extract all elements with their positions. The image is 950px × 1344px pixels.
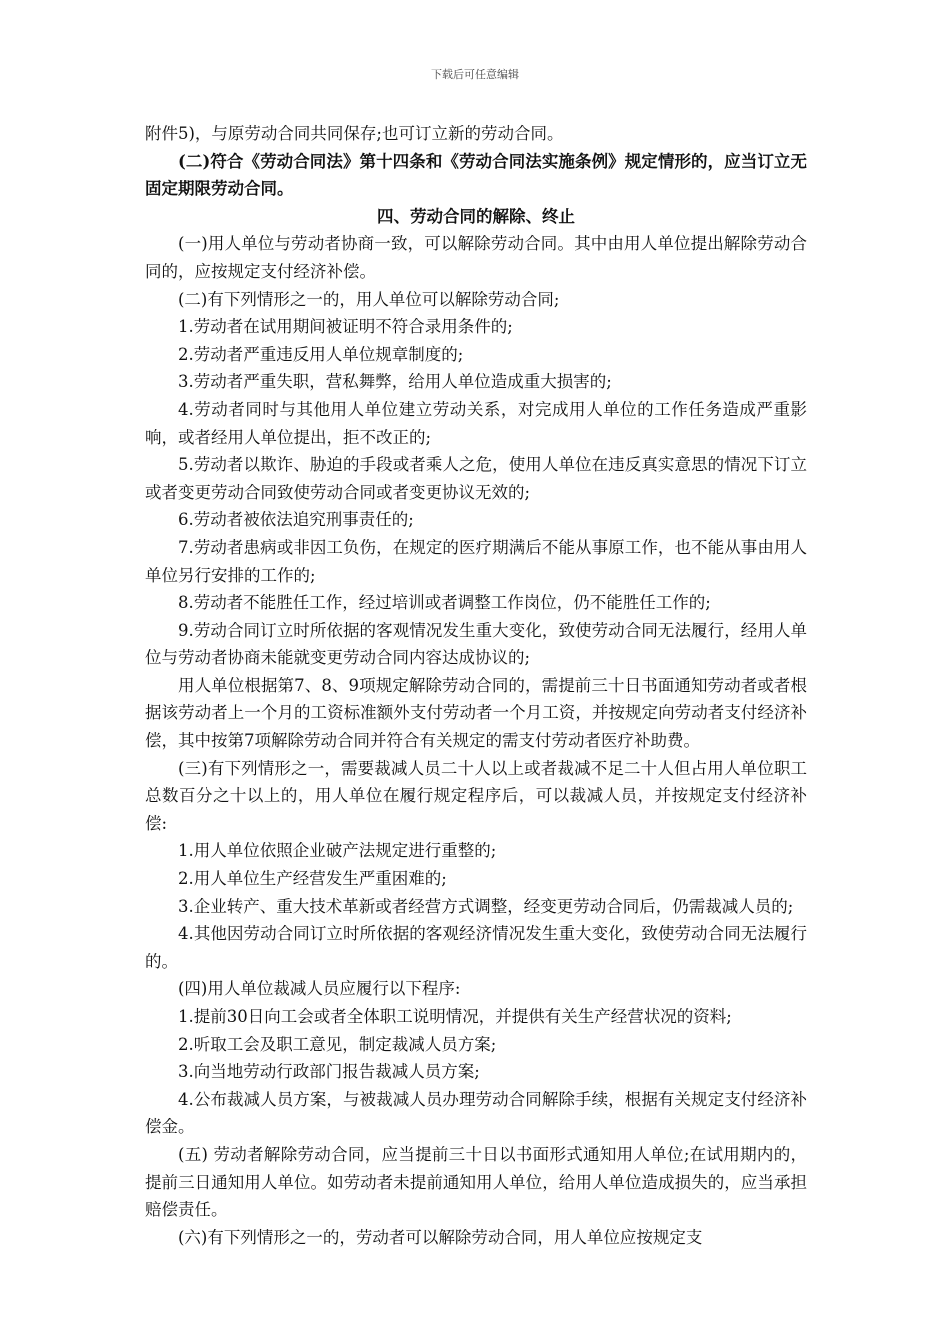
paragraph: (二)符合《劳动合同法》第十四条和《劳动合同法实施条例》规定情形的，应当订立无固定期限劳动合同。 (145, 151, 807, 199)
paragraph: 2.听取工会及职工意见，制定裁减人员方案; (178, 1034, 497, 1054)
paragraph: 4.劳动者同时与其他用人单位建立劳动关系，对完成用人单位的工作任务造成严重影响，或者经用人单位提出，拒不改正的; (145, 399, 807, 447)
paragraph: 7.劳动者患病或非因工负伤，在规定的医疗期满后不能从事原工作，也不能从事由用人单位另行安排的工作的; (145, 537, 807, 585)
paragraph: 9.劳动合同订立时所依据的客观情况发生重大变化，致使劳动合同无法履行，经用人单位与劳动者协商未能就变更劳动合同内容达成协议的; (145, 620, 807, 668)
paragraph: 6.劳动者被依法追究刑事责任的; (178, 510, 414, 530)
paragraph: 3.企业转产、重大技术革新或者经营方式调整，经变更劳动合同后，仍需裁减人员的; (178, 896, 794, 916)
paragraph: 2.用人单位生产经营发生严重困难的; (178, 869, 447, 889)
paragraph: (三)有下列情形之一，需要裁减人员二十人以上或者裁减不足二十人但占用人单位职工总数百分之十以上的，用人单位在履行规定程序后，可以裁减人员，并按规定支付经济补偿: (145, 758, 807, 833)
paragraph: 8.劳动者不能胜任工作，经过培训或者调整工作岗位，仍不能胜任工作的; (178, 593, 711, 613)
paragraph: (一)用人单位与劳动者协商一致，可以解除劳动合同。其中由用人单位提出解除劳动合同的，应按规定支付经济补偿。 (145, 234, 807, 281)
page-header: 下载后可任意编辑 (431, 68, 519, 81)
paragraph: 1.用人单位依照企业破产法规定进行重整的; (178, 841, 497, 861)
paragraph: (六)有下列情形之一的，劳动者可以解除劳动合同，用人单位应按规定支 (178, 1227, 703, 1247)
paragraph: 附件5)，与原劳动合同共同保存;也可订立新的劳动合同。 (145, 124, 564, 143)
paragraph: (二)有下列情形之一的，用人单位可以解除劳动合同; (178, 289, 560, 309)
document-body (145, 120, 807, 1251)
paragraph: 5.劳动者以欺诈、胁迫的手段或者乘人之危，使用人单位在违反真实意思的情况下订立或者变更劳动合同致使劳动合同或者变更协议无效的; (145, 455, 807, 502)
paragraph: 1.提前30日向工会或者全体职工说明情况，并提供有关生产经营状况的资料; (178, 1007, 732, 1026)
paragraph: (五) 劳动者解除劳动合同，应当提前三十日以书面形式通知用人单位;在试用期内的，提前三日通知用人单位。如劳动者未提前通知用人单位，给用人单位造成损失的，应当承担赔偿责任。 (145, 1144, 807, 1220)
paragraph: 2.劳动者严重违反用人单位规章制度的; (178, 344, 464, 364)
paragraph: 1.劳动者在试用期间被证明不符合录用条件的; (178, 317, 513, 337)
paragraph: (四)用人单位裁减人员应履行以下程序: (178, 979, 461, 999)
paragraph: 4.其他因劳动合同订立时所依据的客观经济情况发生重大变化，致使劳动合同无法履行的。 (145, 924, 807, 971)
paragraph: 3.向当地劳动行政部门报告裁减人员方案; (178, 1062, 480, 1082)
paragraph: 4.公布裁减人员方案，与被裁减人员办理劳动合同解除手续，根据有关规定支付经济补偿金。 (145, 1089, 807, 1137)
paragraph: 3.劳动者严重失职，营私舞弊，给用人单位造成重大损害的; (178, 372, 612, 392)
section-heading: 四、劳动合同的解除、终止 (377, 206, 575, 226)
paragraph: 用人单位根据第7、8、9项规定解除劳动合同的，需提前三十日书面通知劳动者或者根据该劳动者上一个月的工资标准额外支付劳动者一个月工资，并按规定向劳动者支付经济补偿，其中按第7项解除劳动合同并符合有关规定的需支付劳动者医疗补助费。 (145, 675, 807, 751)
